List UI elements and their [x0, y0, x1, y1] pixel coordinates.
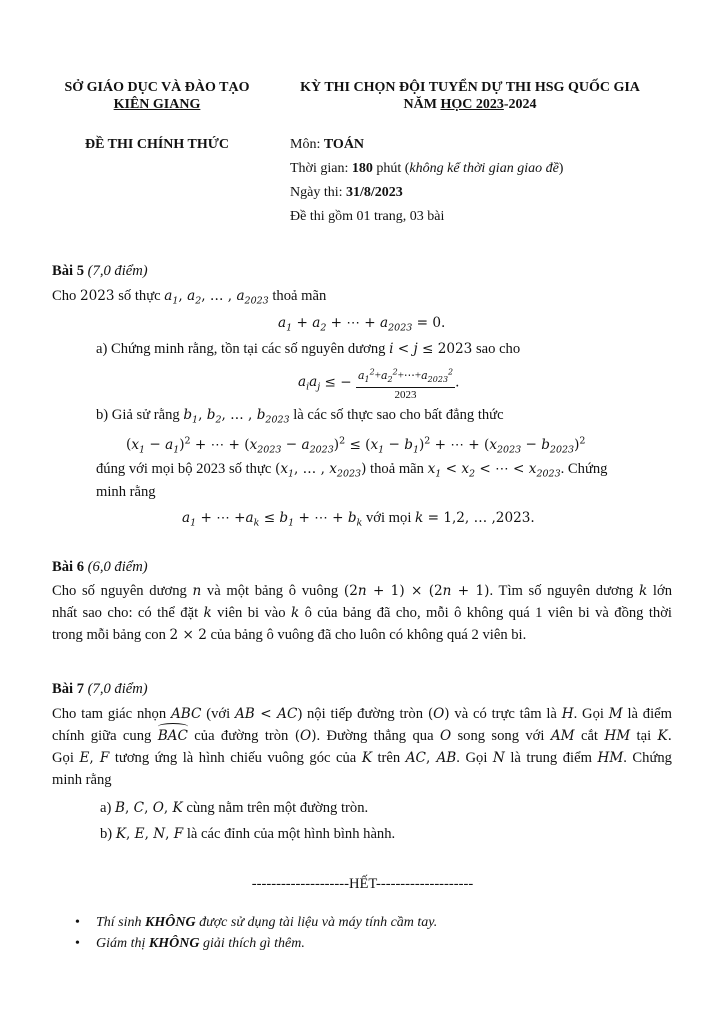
time-unit: phút ( [372, 161, 410, 176]
date-label: Ngày thi: [290, 185, 346, 200]
time-note: không kể thời gian giao đề [409, 161, 559, 176]
problem5-points: (7,0 điểm) [84, 263, 148, 279]
p6-l3-a: trong mỗi bảng con [52, 627, 170, 643]
problem5-heading [52, 260, 148, 282]
problem7-line3: Gọi E, F tương ứng là hình chiếu vuông góc của K trên AC, AB. Gọi N là trung điểm HM. Chứng [52, 750, 672, 766]
problem7-line4: minh rằng [52, 772, 112, 788]
p6-l2-b: viên bi vào [211, 605, 291, 621]
p7-l2-f: tại [630, 728, 658, 744]
note1-a: Thí sinh [96, 915, 146, 930]
problem6-heading [52, 556, 148, 578]
p7-l1-b: (với [201, 706, 235, 722]
p7-l1-a: Cho tam giác nhọn [52, 706, 171, 722]
problem6-title: Bài 6 [52, 559, 85, 575]
time-value: 180 [351, 161, 373, 176]
problem5-part-a: a) Chứng minh rằng, tồn tại các số nguyên dương i < j ≤ 2023 sao cho [96, 341, 521, 357]
p7-l3-c: trên [371, 750, 406, 766]
p5b-text-5: . Chứng [560, 461, 608, 477]
p7-l3-e: là trung điểm [504, 750, 598, 766]
subject-value: TOÁN [323, 137, 365, 152]
note1-b: KHÔNG [145, 915, 196, 930]
end-marker: --------------------HẾT-------------------- [251, 876, 474, 892]
notes-list [52, 912, 672, 954]
subject-label: Môn: [290, 137, 324, 152]
problem6-points: (6,0 điểm) [84, 559, 148, 575]
p5a-text-1: a) Chứng minh rằng, tồn tại các số nguyên dương [96, 341, 390, 357]
problem5-part-b-conclusion: $a_1$ + ⋯ $+a_k \le b_1$ + ⋯ + $b_k$ với mọi k = 1,2, … ,2023. [182, 510, 535, 529]
p6-l1-c: . Tìm số nguyên dương [489, 583, 639, 599]
p7-l1-e: . Gọi [573, 706, 609, 722]
problem6-line2: nhất sao cho: có thể đặt k viên bi vào k ô của bảng đã cho, mỗi ô không quá 1 viên bi và đồng thời [52, 605, 672, 621]
year-label-a: NĂM [403, 97, 441, 112]
problem5-part-b-prove: minh rằng [96, 484, 156, 500]
p5b-text-3: đúng với mọi bộ 2023 số thực [96, 461, 275, 477]
problem7-heading [52, 678, 148, 700]
exam-title-line1: KỲ THI CHỌN ĐỘI TUYỂN DỰ THI HSG QUỐC GIA [300, 80, 640, 95]
p7-l3-d: . Gọi [456, 750, 493, 766]
p5b-text-1: b) Giả sử rằng [96, 407, 184, 423]
p5-intro-b: 2023 [79, 288, 115, 304]
p5b-text-7: với mọi [362, 510, 416, 526]
exam-title-line2 [285, 96, 655, 113]
p7-l1-f: là điểm [622, 706, 672, 722]
problem6-line1: Cho số nguyên dương n và một bảng ô vuông (2n + 1) × (2n + 1). Tìm số nguyên dương k lớn [52, 583, 672, 599]
pages-line: Đề thi gồm 01 trang, 03 bài [290, 209, 445, 224]
note2-c: giải thích gì thêm. [199, 936, 305, 951]
department-name [52, 79, 262, 113]
p7a-text: cùng nằm trên một đường tròn. [182, 800, 369, 816]
problem7-part-a: a) B, C, O, K cùng nằm trên một đường tròn. [100, 800, 369, 816]
p7-l3-f: . Chứng [623, 750, 672, 766]
problem5-sum-equation: $a_1 + a_2$ + ⋯ + $a_{2023} = 0$. [278, 315, 446, 334]
time-label: Thời gian: [290, 161, 352, 176]
note-item-1 [52, 912, 672, 933]
p5-intro-a: Cho [52, 288, 80, 304]
problem5-part-b: b) Giả sử rằng $b_1$, $b_2$, … , $b_{2023}$ là các số thực sao cho bất đẳng thức [96, 407, 504, 426]
p6-l3-b: của bảng ô vuông đã cho luôn có không quá 2 viên bi. [206, 627, 527, 643]
year-label-c: -2024 [503, 97, 537, 112]
exam-title [285, 79, 655, 113]
problem5-title: Bài 5 [52, 263, 85, 279]
p6-l2-c: ô của bảng đã cho, mỗi ô không quá 1 viên bi và đồng thời [299, 605, 672, 621]
time-line [290, 160, 563, 177]
p7-l3-b: tương ứng là hình chiếu vuông góc của [109, 750, 362, 766]
date-value: 31/8/2023 [346, 185, 403, 200]
problem7-line2: chính giữa cung BAC của đường tròn (O). Đường thẳng qua O song song với AM cắt HM tại K. [52, 725, 672, 747]
p7-l2-e: cắt [574, 728, 605, 744]
problem7-title: Bài 7 [52, 681, 85, 697]
p7-l1-c: ) nội tiếp đường tròn [297, 706, 428, 722]
p6-l1-d: lớn [647, 583, 672, 599]
p7-l3-a: Gọi [52, 750, 80, 766]
problem5-part-b-inequality: $(x_1 - a_1)^2$ + ⋯ + $(x_{2023} - a_{2023})^2 \le (x_1 - b_1)^2$ + ⋯ + $(x_{2023} - b_{2023})^2$ [126, 435, 586, 456]
problem5-part-a-inequality: $a_ia_j$ ≤ − $\frac{a_1^2+a_2^2+\cdots+a_{2023}^2}{2023}$ . [298, 364, 459, 402]
p6-l1-a: Cho số nguyên dương [52, 583, 193, 599]
p7-l2-d: song song với [451, 728, 551, 744]
problem5-intro: Cho 2023 số thực $a_1$, $a_2$, … , $a_{2023}$ thoả mãn [52, 288, 327, 307]
p7-l2-a: chính giữa cung [52, 728, 158, 744]
p7-l2-b: của đường tròn [187, 728, 295, 744]
note1-c: được sử dụng tài liệu và máy tính cầm tay. [195, 915, 438, 930]
department-line1: SỞ GIÁO DỤC VÀ ĐÀO TẠO [64, 80, 250, 95]
note-item-2 [52, 933, 672, 954]
note2-b: KHÔNG [148, 936, 200, 951]
year-label-b: HỌC 2023 [440, 97, 504, 112]
problem6-line3: trong mỗi bảng con 2 × 2 của bảng ô vuông đã cho luôn có không quá 2 viên bi. [52, 627, 527, 643]
p7b-text: là các đỉnh của một hình bình hành. [183, 826, 396, 842]
problem5-part-b-condition: đúng với mọi bộ 2023 số thực ($x_1$, … , $x_{2023}$) thoả mãn $x_1 < x_2$ < ⋯ < $x_{2023}$. Chứng [96, 461, 608, 480]
problem7-part-b: b) K, E, N, F là các đỉnh của một hình bình hành. [100, 826, 396, 842]
p5-intro-c: số thực [114, 288, 165, 304]
subject-line [290, 136, 364, 153]
official-label: ĐỀ THI CHÍNH THỨC [84, 137, 230, 152]
note2-a: Giám thị [96, 936, 149, 951]
notes-section [52, 912, 672, 954]
department-line2: KIÊN GIANG [113, 97, 201, 112]
p5a-text-2: sao cho [472, 341, 521, 357]
problem7-line1: Cho tam giác nhọn ABC (với AB < AC) nội tiếp đường tròn (O) và có trực tâm là H. Gọi M là điểm [52, 706, 672, 722]
date-line [290, 184, 403, 201]
time-close: ) [558, 161, 564, 176]
problem6-body [52, 580, 672, 646]
problem7-body [52, 703, 672, 791]
p6-l2-a: nhất sao cho: có thể đặt [52, 605, 204, 621]
problem7-points: (7,0 điểm) [84, 681, 148, 697]
p5b-text-2: là các số thực sao cho bất đẳng thức [289, 407, 504, 423]
p5-intro-d: thoả mãn [268, 288, 327, 304]
p7-l1-d: và có trực tâm là [449, 706, 562, 722]
p7-l2-c: . Đường thẳng qua [316, 728, 440, 744]
p5b-text-4: thoả mãn [366, 461, 428, 477]
p6-l1-b: và một bảng ô vuông [201, 583, 344, 599]
